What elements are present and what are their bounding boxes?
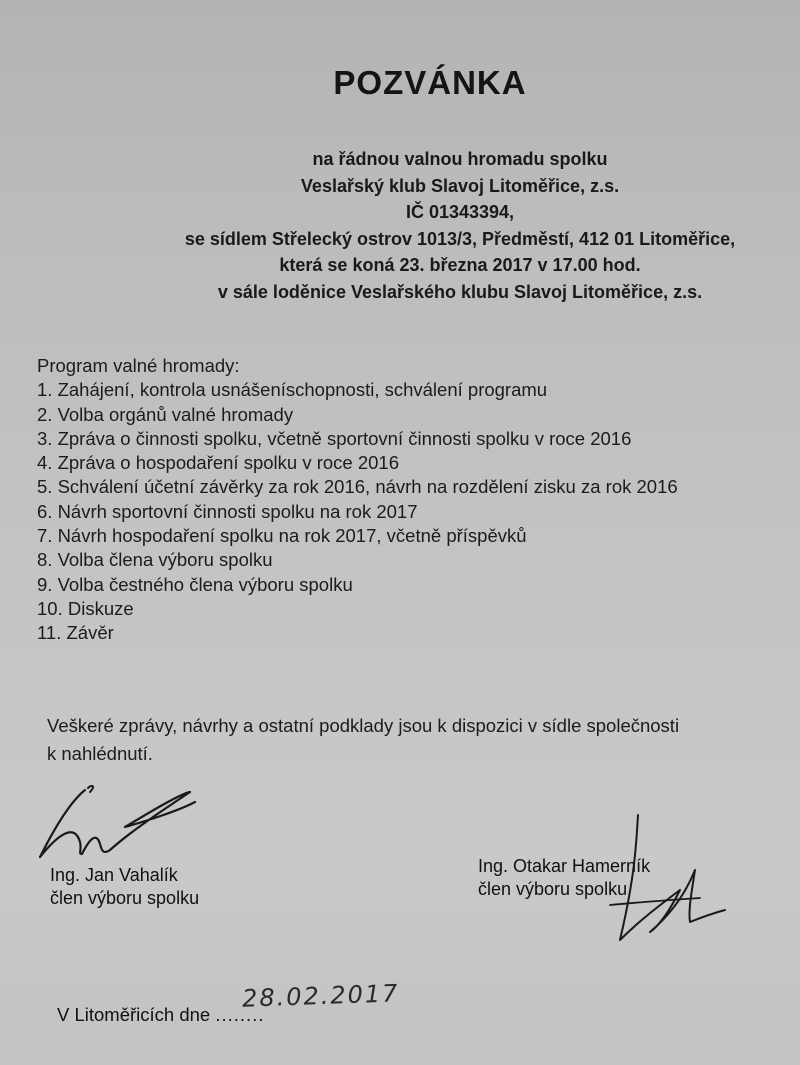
documents-note <box>47 712 800 768</box>
signature-left-image <box>30 772 230 872</box>
program-item: 5. Schválení účetní závěrky za rok 2016, návrh na rozdělení zisku za rok 2016 <box>37 476 678 498</box>
program-item: 3. Zpráva o činnosti spolku, včetně sportovní činnosti spolku v roce 2016 <box>37 427 632 449</box>
invitation-header <box>60 146 800 305</box>
signature-right-image <box>600 810 750 950</box>
program-item: 10. Diskuze <box>37 597 134 619</box>
document-title: POZVÁNKA <box>333 64 527 101</box>
header-line: v sále loděnice Veslařského klubu Slavoj Litoměřice, z.s. <box>217 281 703 302</box>
program-item: 4. Zpráva o hospodaření spolku v roce 2016 <box>37 452 400 474</box>
handwritten-date: 28.02.2017 <box>241 979 400 1013</box>
program-item: 6. Návrh sportovní činnosti spolku na rok 2017 <box>37 500 418 522</box>
note-line: k nahlédnutí. <box>47 743 153 764</box>
place-label: V Litoměřicích dne <box>57 1004 211 1025</box>
program-list <box>37 354 678 646</box>
program-item: 11. Závěr <box>37 622 114 644</box>
program-item: 9. Volba čestného člena výboru spolku <box>37 573 353 595</box>
program-item: 1. Zahájení, kontrola usnášeníschopnosti, schválení programu <box>37 379 548 401</box>
header-line: která se koná 23. března 2017 v 17.00 hod. <box>279 255 641 275</box>
signatory-name: Ing. Jan Vahalík <box>50 865 178 885</box>
header-line: se sídlem Střelecký ostrov 1013/3, Předměstí, 412 01 Litoměřice, <box>184 228 736 249</box>
signatory-left <box>50 864 199 910</box>
date-dots: ........ <box>215 1004 265 1025</box>
header-line: Veslařský klub Slavoj Litoměřice, z.s. <box>300 175 620 196</box>
signatory-name: Ing. Otakar Hamerník <box>478 856 651 876</box>
program-heading: Program valné hromady: <box>37 355 240 376</box>
header-line: IČ 01343394, <box>405 202 515 222</box>
header-line: na řádnou valnou hromadu spolku <box>312 149 608 169</box>
program-item: 2. Volba orgánů valné hromady <box>37 403 294 425</box>
signatory-role: člen výboru spolku <box>478 879 628 899</box>
program-item: 8. Volba člena výboru spolku <box>37 549 273 571</box>
note-line: Veškeré zprávy, návrhy a ostatní podklady jsou k dispozici v sídle společnosti <box>47 715 680 736</box>
signatory-role: člen výboru spolku <box>50 888 200 908</box>
place-date-line <box>57 1004 264 1026</box>
program-item: 7. Návrh hospodaření spolku na rok 2017, včetně příspěvků <box>37 525 527 547</box>
